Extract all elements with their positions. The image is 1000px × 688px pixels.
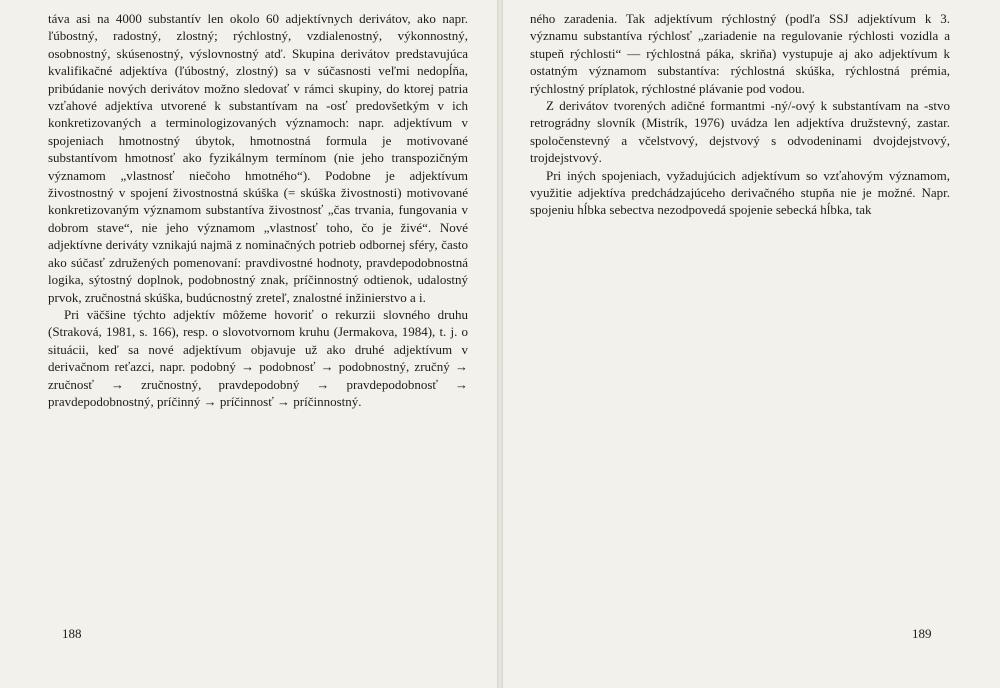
right-paragraph-1: ného zaradenia. Tak adjektívum rýchlostný (podľa SSJ adjektívum k 3. významu substantíva rýchlosť „zariadenie na regulovanie rýchlosti vozidla a stupeň rýchlosti“ — rýchlostná páka, skriňa) vystupuje aj ako adjektívum k ostatným významom substantíva: rýchlostná skúška, rýchlostná prémia, rýchlostný príplatok, rýchlostné plávanie pod vodou. xyxy=(530,11,950,96)
book-gutter xyxy=(497,0,503,688)
page-number-left: 188 xyxy=(62,626,82,641)
left-paragraph-2: Pri väčšine týchto adjektív môžeme hovoriť o rekurzii slovného druhu (Straková, 1981, s. 166), resp. o slovotvornom kruhu (Jermakova, 1984), t. j. o situácii, keď sa nové adjektívum objavuje už ako druhé adjektívum v derivačnom reťazci, napr. podobný → podobnosť → podobnostný, zručný → zručnosť → zručnostný, pravdepodobný → pravdepodobnosť → pravdepodobnostný, príčinný → príčinnosť → príčinnostný. xyxy=(48,306,468,409)
left-paragraph-1: táva asi na 4000 substantív len okolo 60 adjektívnych derivátov, ako napr. ľúbostný, radostný, zlostný; rýchlostný, vzdialenostný, výkonnostný, osobnostný, skúsenostný, výslovnostný atď. Skupina derivátov predstavujúca kvalifikačné adjektíva (ľúbostný, zlostný) sa v súčasnosti veľmi nedopĺňa, pribúdanie nových derivátov možno sledovať v rámci skupiny, do ktorej patria vzťahové adjektíva utvorené k substantívam na -osť predovšetkým v ich konkretizovaných a terminologizovaných významoch: napr. adjektívum v spojeniach hmotnostný úbytok, hmotnostná formula je motivované substantívom hmotnosť ako fyzikálnym termínom (nie jeho transpozičným významom „vlastnosť niečoho hmotného“). Podobne je adjektívum živostnostný v spojení živostnostná skúška (= skúška živostnosti) motivované konkretizovaným významom substantíva živostnosť „čas trvania, fungovania v dobrom stave“, nie jeho významom „vlastnosť toho, čo je živé“. Nové adjektívne deriváty vznikajú najmä z nominačných potrieb odbornej sféry, často ako súčasť združených pomenovaní: pravdivostné hodnoty, pravdepodobnostná logika, sýtostný doplnok, podobnostný znak, príčinnostný odtienok, udalostný prvok, zručnostná skúška, budúcnostný zreteľ, znalostné inžinierstvo a i. xyxy=(48,11,468,305)
right-page xyxy=(530,10,950,650)
right-paragraph-3: Pri iných spojeniach, vyžadujúcich adjektívum so vzťahovým významom, využitie adjektíva predchádzajúceho derivačného stupňa nie je možné. Napr. spojeniu hĺbka sebectva nezodpovedá spojenie sebecká hĺbka, tak xyxy=(530,167,950,218)
left-page xyxy=(48,10,468,650)
page-number-right: 189 xyxy=(912,626,932,641)
right-paragraph-2: Z derivátov tvorených adičné formantmi -ný/-ový k substantívam na -stvo retrográdny slovník (Mistrík, 1976) uvádza len adjektíva družstevný, zastar. spoločenstevný a včelstvový, dejstvový s odvodeninami dvojdejstvový, trojdejstvový. xyxy=(530,98,950,166)
